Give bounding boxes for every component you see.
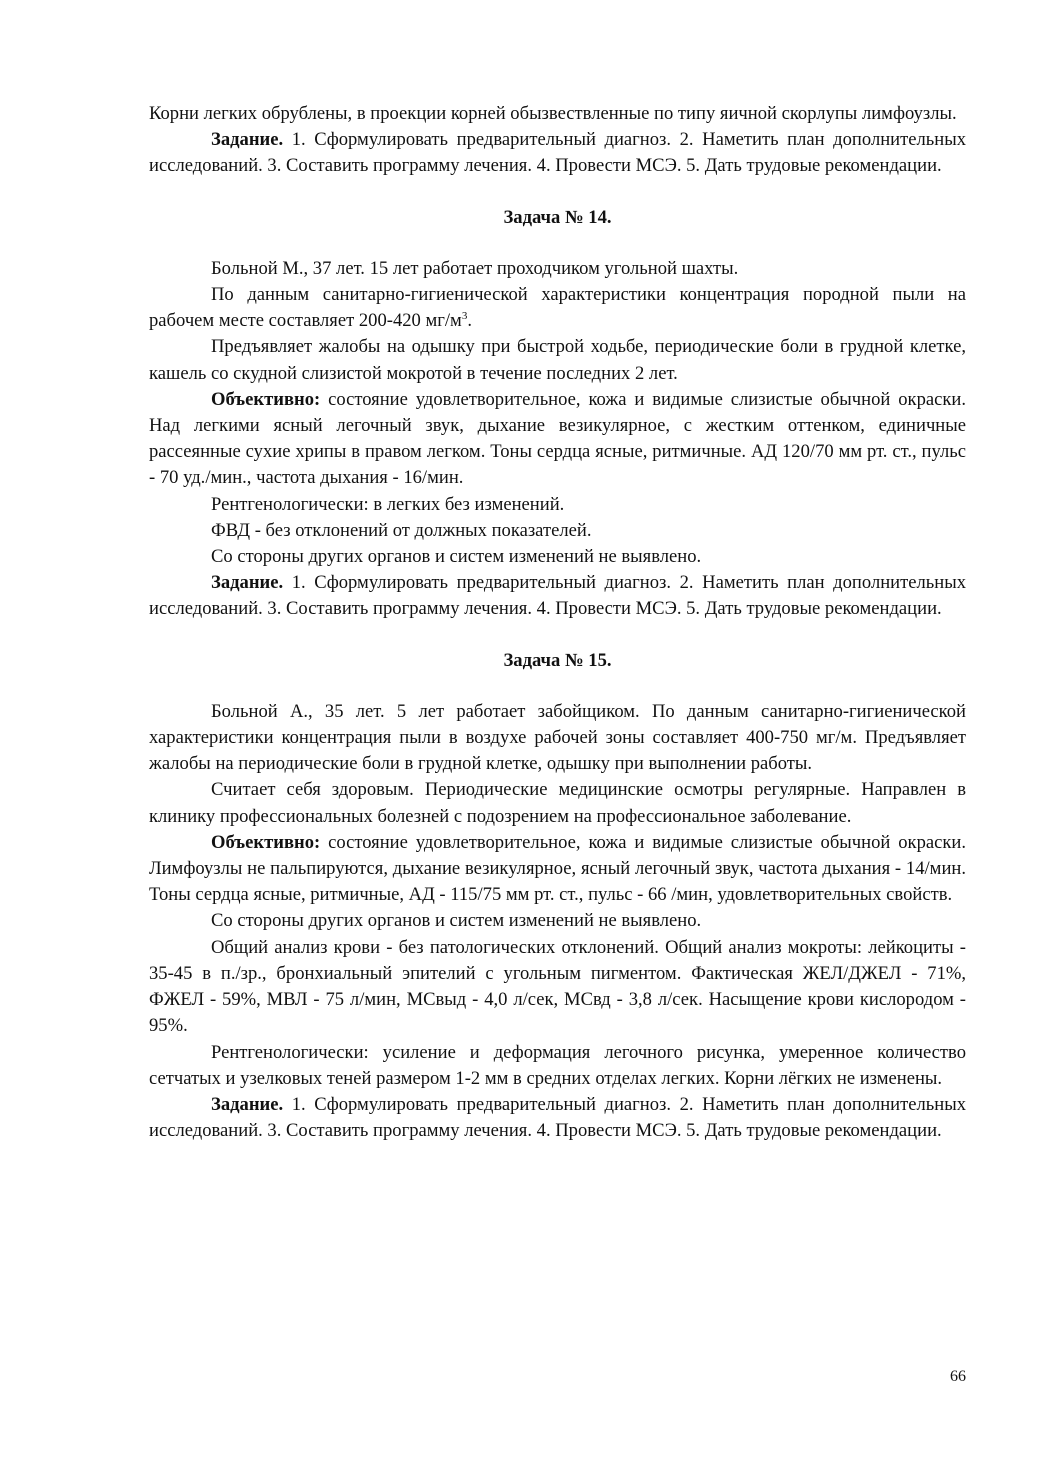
task-text: 1. Сформулировать предварительный диагноз. 2. Наметить план дополнительных исследований. 3. Составить программу лечения. 4. Провести МСЭ. 5. Дать трудовые рекомендации. [149, 572, 966, 620]
task-15-paragraph-4: Со стороны других органов и систем изменений не выявлено. [211, 910, 702, 932]
task-14-paragraph-3: Предъявляет жалобы на одышку при быстрой ходьбе, периодические боли в грудной клетке, кашель со скудной слизистой мокротой в течение последних 2 лет. [149, 336, 966, 384]
task-15-paragraph-1: Больной А., 35 лет. 5 лет работает забойщиком. По данным санитарно-гигиенической характеристики концентрация пыли в воздухе рабочей зоны составляет 400-750 мг/м. Предъявляет жалобы на периодические боли в грудной клетке, одышку при выполнении работы. [149, 700, 966, 775]
task-15-objective-paragraph [149, 830, 966, 909]
task-15-paragraph-5: Общий анализ крови - без патологических отклонений. Общий анализ мокроты: лейкоциты - 35-45 в п./зр., бронхиальный эпителий с угольным пигментом. Фактическая ЖЕЛ/ДЖЕЛ - 71%, ФЖЕЛ - 59%, МВЛ - 75 л/мин, МСвыд - 4,0 л/сек, МСвд - 3,8 л/сек. Насыщение крови кислородом - 95%. [149, 936, 966, 1037]
task-text: 1. Сформулировать предварительный диагноз. 2. Наметить план дополнительных исследований. 3. Составить программу лечения. 4. Провести МСЭ. 5. Дать трудовые рекомендации. [149, 129, 966, 177]
objective-label: Объективно: [211, 388, 321, 410]
page-number: 66 [950, 1368, 966, 1385]
top-paragraph: Корни легких обрублены, в проекции корней обызвествленные по типу яичной скорлупы лимфоузлы. [149, 103, 957, 124]
task-text: 1. Сформулировать предварительный диагноз. 2. Наметить план дополнительных исследований. 3. Составить программу лечения. 4. Провести МСЭ. 5. Дать трудовые рекомендации. [149, 1093, 966, 1142]
task-label: Задание. [211, 572, 284, 594]
dust-concentration-text: По данным санитарно-гигиенической характеристики концентрация породной пыли на рабочем месте составляет 200-420 мг/м [149, 284, 966, 332]
top-task-paragraph [149, 127, 966, 179]
objective-text: состояние удовлетворительное, кожа и видимые слизистые обычной окраски. Над легкими ясный легочный звук, дыхание везикулярное, с жестким оттенком, единичные рассеянные сухие хрипы в правом легком. Тоны сердца ясные, ритмичные. АД 120/70 мм рт. ст., пульс - 70 уд./мин., частота дыхания - 16/мин. [149, 388, 966, 489]
objective-text: состояние удовлетворительное, кожа и видимые слизистые обычной окраски. Лимфоузлы не пальпируются, дыхание везикулярное, ясный легочный звук, частота дыхания - 14/мин. Тоны сердца ясные, ритмичные, АД - 115/75 мм рт. ст., пульс - 66 /мин, удовлетворительных свойств. [149, 831, 966, 906]
superscript: 3 [461, 310, 468, 323]
task-14-paragraph-5: Рентгенологически: в легких без изменений. [211, 493, 565, 515]
task-14-paragraph-1: Больной М., 37 лет. 15 лет работает проходчиком угольной шахты. [211, 257, 739, 279]
task-14-paragraph-7: Со стороны других органов и систем изменений не выявлено. [211, 546, 702, 568]
objective-label: Объективно: [211, 831, 321, 853]
task-14-paragraph-6: ФВД - без отклонений от должных показателей. [211, 519, 592, 541]
task-label: Задание. [211, 1093, 284, 1115]
period: . [467, 310, 472, 332]
task-15-task-paragraph [149, 1092, 966, 1144]
document-page [149, 101, 966, 1144]
task-15-paragraph-2: Считает себя здоровым. Периодические медицинские осмотры регулярные. Направлен в клинику профессиональных болезней с подозрением на профессиональное заболевание. [149, 779, 966, 827]
task-14-paragraph-2 [149, 282, 966, 334]
task-15-paragraph-6: Рентгенологически: усиление и деформация легочного рисунка, умеренное количество сетчатых и узелковых теней размером 1-2 мм в средних отделах легких. Корни лёгких не изменены. [149, 1041, 966, 1089]
task-label: Задание. [211, 129, 284, 151]
task-14-task-paragraph [149, 570, 966, 622]
task-15-heading: Задача № 15. [503, 649, 612, 671]
task-14-heading: Задача № 14. [503, 206, 612, 228]
task-14-objective-paragraph [149, 387, 966, 492]
